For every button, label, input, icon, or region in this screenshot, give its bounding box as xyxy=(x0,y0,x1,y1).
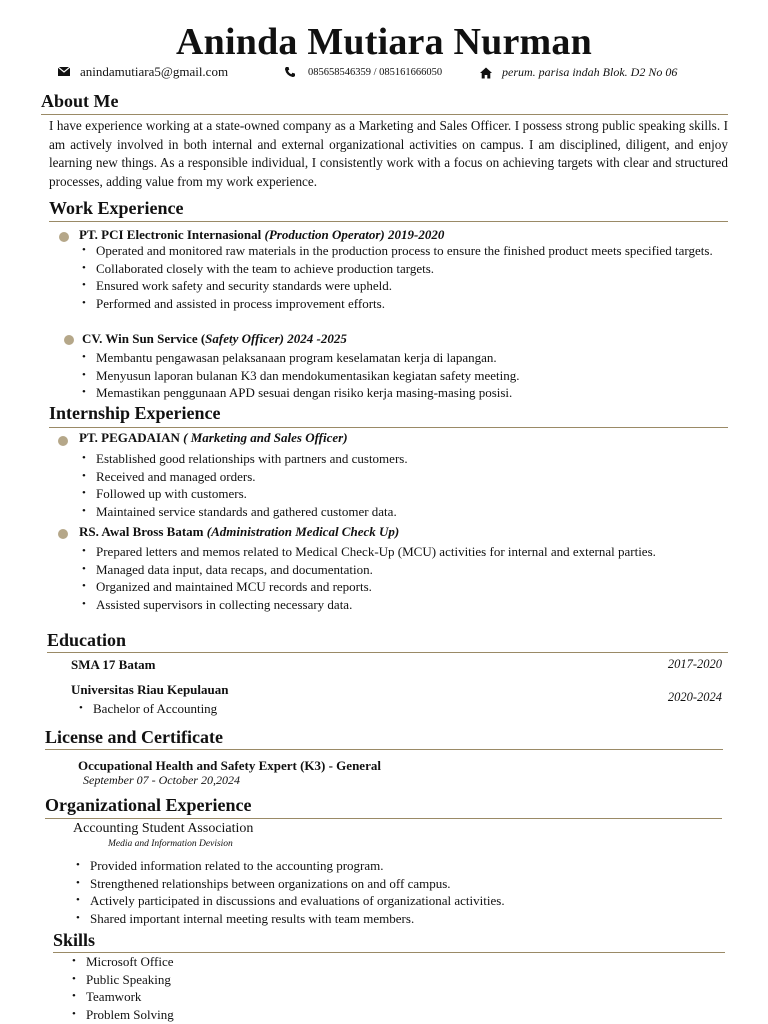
address-text: perum. parisa indah Blok. D2 No 06 xyxy=(502,65,678,79)
internship-heading: Internship Experience xyxy=(49,403,221,423)
email-text[interactable]: anindamutiara5@gmail.com xyxy=(80,64,229,79)
list-item: • Followed up with customers. xyxy=(82,485,722,503)
work-rule xyxy=(49,221,728,222)
list-item: • Received and managed orders. xyxy=(82,468,722,486)
education-school-1: SMA 17 Batam xyxy=(71,657,156,672)
skills-list xyxy=(72,953,372,1023)
internship-entry-title xyxy=(79,524,399,540)
phone-icon xyxy=(284,66,296,78)
list-item: • Performed and assisted in process improvement efforts. xyxy=(82,295,722,313)
work-bullets-1 xyxy=(82,242,722,312)
work-bullets-2 xyxy=(82,349,722,402)
about-text: I have experience working at a state-owned company as a Marketing and Sales Officer. I possess strong public speaking skills. I am actively involved in both internal and external organizational activities on campus. I am disciplined, diligent, and enjoy learning new things. As a responsible individual, I consistently work with a focus on achieving targets with clear and structured processes, adding value from my work experience. xyxy=(49,118,728,189)
list-item: • Organized and maintained MCU records and reports. xyxy=(82,578,722,596)
work-role: (Production Operator) 2019-2020 xyxy=(261,227,445,242)
list-item: • Microsoft Office xyxy=(72,953,372,971)
list-item: • Memastikan penggunaan APD sesuai dengan risiko kerja masing-masing posisi. xyxy=(82,384,722,402)
organization-bullets xyxy=(76,857,716,927)
internship-bullets-2 xyxy=(82,543,722,613)
work-heading: Work Experience xyxy=(49,198,184,218)
education-years-2: 2020-2024 xyxy=(667,690,722,704)
list-item: • Assisted supervisors in collecting necessary data. xyxy=(82,596,722,614)
license-heading: License and Certificate xyxy=(45,727,223,747)
internship-role: ( Marketing and Sales Officer) xyxy=(183,430,348,445)
education-school-2: Universitas Riau Kepulauan xyxy=(71,682,229,697)
work-company: PT. PCI Electronic Internasional xyxy=(79,227,262,242)
contact-bar xyxy=(0,64,768,82)
list-item: • Ensured work safety and security standards were upheld. xyxy=(82,277,722,295)
list-item: • Collaborated closely with the team to achieve production targets. xyxy=(82,260,722,278)
education-heading: Education xyxy=(47,630,127,650)
resume-name: Aninda Mutiara Nurman xyxy=(176,21,592,63)
list-item: • Operated and monitored raw materials in the production process to ensure the finished product meets specified targets. xyxy=(82,242,722,260)
education-years-1: 2017-2020 xyxy=(667,657,722,671)
education-rule xyxy=(47,652,728,653)
internship-company: PT. PEGADAIAN xyxy=(79,430,184,445)
work-entry-title xyxy=(79,227,444,243)
internship-company: RS. Awal Bross Batam xyxy=(79,524,207,539)
organization-division: Media and Information Devision xyxy=(108,839,233,849)
internship-entry-title xyxy=(79,430,348,446)
list-item: • Teamwork xyxy=(72,988,372,1006)
list-item: • Maintained service standards and gathered customer data. xyxy=(82,503,722,521)
envelope-icon xyxy=(58,67,70,77)
license-rule xyxy=(45,749,723,750)
list-item: • Actively participated in discussions and evaluations of organizational activities. xyxy=(76,892,716,910)
list-item: • Shared important internal meeting results with team members. xyxy=(76,910,716,928)
license-title: Occupational Health and Safety Expert (K3) - General xyxy=(78,758,381,773)
about-rule xyxy=(41,114,728,115)
list-item: • Prepared letters and memos related to Medical Check-Up (MCU) activities for internal and external parties. xyxy=(82,543,722,561)
internship-bullets-1 xyxy=(82,450,722,520)
contact-email xyxy=(58,64,228,80)
work-role: Safety Officer) 2024 -2025 xyxy=(205,331,347,346)
phone-text: 085658546359 / 085161666050 xyxy=(308,66,443,78)
list-item: • Public Speaking xyxy=(72,971,372,989)
contact-address xyxy=(480,65,677,80)
internship-entry-bullet xyxy=(58,436,68,446)
internship-role: (Administration Medical Check Up) xyxy=(206,524,400,539)
organization-rule xyxy=(45,818,722,819)
internship-rule xyxy=(49,427,728,428)
work-company: CV. Win Sun Service ( xyxy=(82,331,206,346)
list-item: • Strengthened relationships between organizations on and off campus. xyxy=(76,875,716,893)
list-item: • Membantu pengawasan pelaksanaan program keselamatan kerja di lapangan. xyxy=(82,349,722,367)
list-item: • Provided information related to the accounting program. xyxy=(76,857,716,875)
about-heading: About Me xyxy=(41,91,119,111)
skills-heading: Skills xyxy=(53,930,96,950)
list-item: • Managed data input, data recaps, and documentation. xyxy=(82,561,722,579)
organization-heading: Organizational Experience xyxy=(45,795,252,815)
license-date: September 07 - October 20,2024 xyxy=(83,773,240,787)
work-entry-title xyxy=(82,331,347,347)
education-details xyxy=(79,700,379,718)
internship-entry-bullet xyxy=(58,529,68,539)
list-item: • Established good relationships with partners and customers. xyxy=(82,450,722,468)
list-item: • Problem Solving xyxy=(72,1006,372,1024)
list-item: • Menyusun laporan bulanan K3 dan mendokumentasikan kegiatan safety meeting. xyxy=(82,367,722,385)
work-entry-bullet xyxy=(64,335,74,345)
work-entry-bullet xyxy=(59,232,69,242)
home-icon xyxy=(480,67,492,79)
organization-name: Accounting Student Association xyxy=(73,821,254,836)
contact-phone xyxy=(284,66,442,78)
list-item: • Bachelor of Accounting xyxy=(79,700,379,718)
